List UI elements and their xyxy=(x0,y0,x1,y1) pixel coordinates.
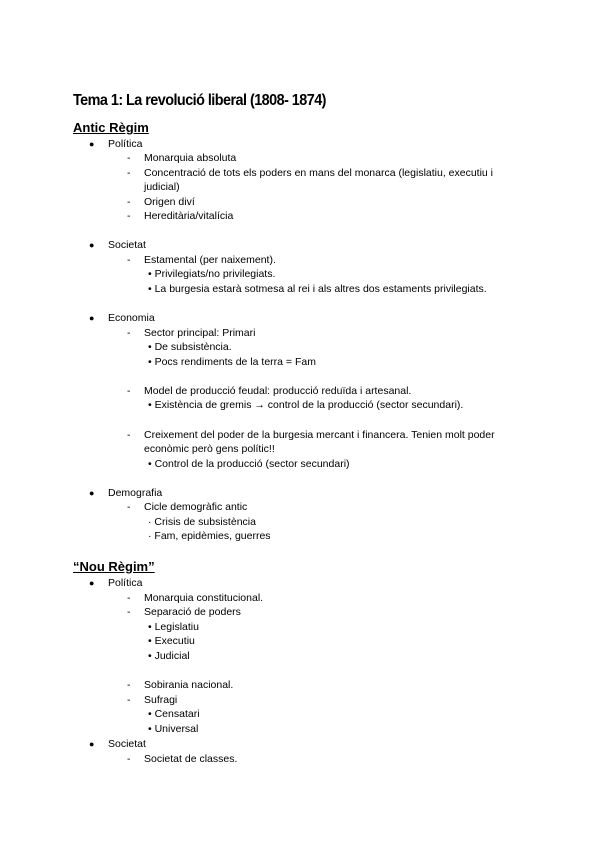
sub-item: • Pocs rendiments de la terra = Fam xyxy=(148,356,316,368)
list-item-continuation: econòmic però gens polític!! xyxy=(144,443,275,455)
topic-politica: Política xyxy=(108,138,143,150)
list-item: Sector principal: Primari xyxy=(144,327,256,339)
sub-item: • Control de la producció (sector secundari) xyxy=(148,458,350,470)
list-item: Model de producció feudal: producció reduïda i artesanal. xyxy=(144,385,412,397)
dash-icon: - xyxy=(127,679,131,691)
list-item: Monarquia constitucional. xyxy=(144,592,264,604)
list-item: Separació de poders xyxy=(144,606,241,618)
bullet-icon: ● xyxy=(89,739,95,749)
sub-item: • Judicial xyxy=(148,650,190,662)
bullet-icon: ● xyxy=(89,139,95,149)
list-item: Concentració de tots els poders en mans del monarca (legislatiu, executiu i xyxy=(144,167,494,179)
document-title: Tema 1: La revolució liberal (1808- 1874) xyxy=(73,92,326,109)
list-item: Societat de classes. xyxy=(144,753,238,765)
dash-icon: - xyxy=(127,694,131,706)
topic-politica: Política xyxy=(108,577,143,589)
bullet-icon: ● xyxy=(89,578,95,588)
bullet-icon: ● xyxy=(89,488,95,498)
dash-icon: - xyxy=(127,592,131,604)
list-item: Cicle demogràfic antic xyxy=(144,501,248,513)
topic-societat: Societat xyxy=(108,738,146,750)
sub-item: • Universal xyxy=(148,723,199,735)
dash-icon: - xyxy=(127,385,131,397)
topic-societat: Societat xyxy=(108,239,146,251)
list-item: Monarquia absoluta xyxy=(144,152,237,164)
dash-icon: - xyxy=(127,327,131,339)
bullet-icon: ● xyxy=(89,240,95,250)
dash-icon: - xyxy=(127,501,131,513)
list-item: Hereditària/vitalícia xyxy=(144,210,234,222)
topic-demografia: Demografia xyxy=(108,487,163,499)
list-item: Origen diví xyxy=(144,196,195,208)
sub-item: • Censatari xyxy=(148,708,200,720)
dash-icon: - xyxy=(127,167,131,179)
dash-icon: - xyxy=(127,254,131,266)
sub-item: • Privilegiats/no privilegiats. xyxy=(148,268,276,280)
dash-icon: - xyxy=(127,429,131,441)
sub-item: • La burgesia estarà sotmesa al rei i als altres dos estaments privilegiats. xyxy=(148,283,487,295)
topic-economia: Economia xyxy=(108,312,155,324)
dash-icon: - xyxy=(127,753,131,765)
sub-item: • Executiu xyxy=(148,635,195,647)
list-item: Creixement del poder de la burgesia mercant i financera. Tenien molt poder xyxy=(144,429,495,441)
sub-item: • Legislatiu xyxy=(148,621,199,633)
dash-icon: - xyxy=(127,152,131,164)
section-heading-nou-regim: “Nou Règim” xyxy=(73,559,155,574)
dash-icon: - xyxy=(127,196,131,208)
bullet-icon: ● xyxy=(89,313,95,323)
sub-item: • Existència de gremis → control de la producció (sector secundari). xyxy=(148,399,464,411)
list-item: Sobirania nacional. xyxy=(144,679,234,691)
list-item: Estamental (per naixement). xyxy=(144,254,276,266)
section-heading-antic-regim: Antic Règim xyxy=(73,120,149,135)
sub-item: · Crisis de subsistència xyxy=(148,516,256,528)
dash-icon: - xyxy=(127,210,131,222)
sub-item: • De subsistència. xyxy=(148,341,232,353)
list-item-continuation: judicial) xyxy=(144,181,180,193)
list-item: Sufragi xyxy=(144,694,178,706)
dash-icon: - xyxy=(127,606,131,618)
sub-item: · Fam, epidèmies, guerres xyxy=(148,530,271,542)
